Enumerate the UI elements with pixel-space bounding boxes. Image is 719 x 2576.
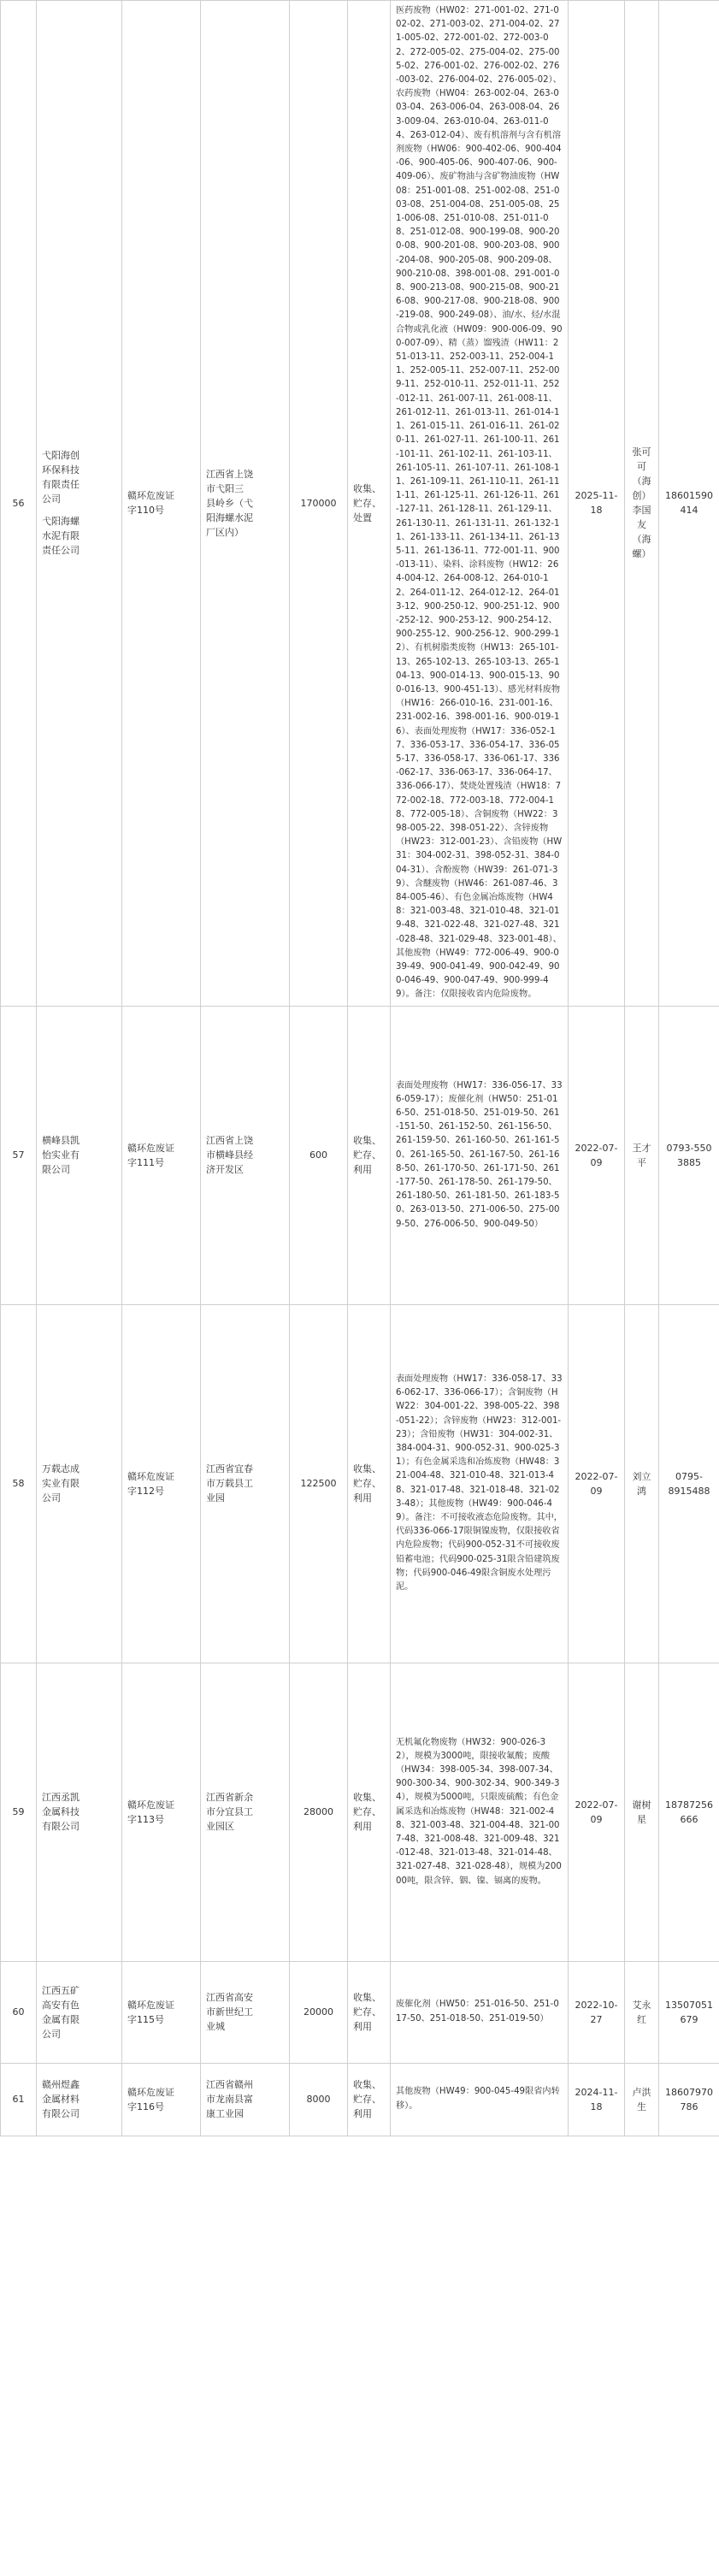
valid-date: 2022-07- 09 <box>569 1304 625 1663</box>
valid-date: 2022-10- 27 <box>569 1961 625 2063</box>
license-number: 赣环危废证 字115号 <box>122 1961 201 2063</box>
phone-number: 18787256666 <box>659 1663 719 1961</box>
phone-number: 0793-5503885 <box>659 1006 719 1304</box>
table-row <box>1 2063 719 2136</box>
waste-scope: 表面处理废物（HW17：336-058-17、336-062-17、336-066-17）；含铜废物（HW22：304-001-22、398-005-22、398-051-22）；含锌废物（HW23：312-001-23）；含铅废物（HW31：304-002-31、384-004-31、900-052-31、900-025-31）；有色金属采选和冶炼废物（HW48：321-004-48、321-010-48、321-013-48、321-017-48、321-018-48、321-023-48）；其他废物（HW49：900-046-49）。备注：不可接收液态危险废物。其中，代码336-066-17限铜镍废物，仅限接收省内危险废物；代码900-052-31不可接收废铅蓄电池；代码900-025-31限含铅建筑废物；代码900-046-49限含铜废水处理污泥。 <box>391 1304 569 1663</box>
row-number: 60 <box>1 1961 37 2063</box>
valid-date: 2025-11- 18 <box>569 1 625 1007</box>
capacity: 20000 <box>290 1961 348 2063</box>
waste-scope: 医药废物（HW02：271-001-02、271-002-02、271-003-02、271-004-02、271-005-02、272-001-02、272-003-02、272-005-02、275-004-02、275-005-02、276-001-02、276-002-02、276-003-02、276-004-02、276-005-02）、农药废物（HW04：263-002-04、263-003-04、263-006-04、263-008-04、263-009-04、263-010-04、263-011-04、263-012-04）、废有机溶剂与含有机溶剂废物（HW06：900-402-06、900-404-06、900-405-06、900-407-06、900-409-06）、废矿物油与含矿物油废物（HW08：251-001-08、251-002-08、251-003-08、251-004-08、251-005-08、251-006-08、251-010-08、251-011-08、251-012-08、900-199-08、900-200-08、900-201-08、900-203-08、900-204-08、900-205-08、900-209-08、900-210-08、398-001-08、291-001-08、900-213-08、900-215-08、900-216-08、900-217-08、900-218-08、900-219-08、900-249-08）、油/水、烃/水混合物或乳化液（HW09：900-006-09、900-007-09）、精（蒸）馏残渣（HW11：251-013-11、252-003-11、252-004-11、252-005-11、252-007-11、252-009-11、252-010-11、252-011-11、252-012-11、261-007-11、261-008-11、261-012-11、261-013-11、261-014-11、261-015-11、261-016-11、261-020-11、261-027-11、261-100-11、261-101-11、261-102-11、261-103-11、261-105-11、261-107-11、261-108-11、261-109-11、261-110-11、261-111-11、261-125-11、261-126-11、261-127-11、261-128-11、261-129-11、261-130-11、261-131-11、261-132-11、261-133-11、261-134-11、261-135-11、261-136-11、772-001-11、900-013-11）、染料、涂料废物（HW12：264-004-12、264-008-12、264-010-12、264-011-12、264-012-12、264-013-12、900-250-12、900-251-12、900-252-12、900-253-12、900-254-12、900-255-12、900-256-12、900-299-12）、有机树脂类废物（HW13：265-101-13、265-102-13、265-103-13、265-104-13、900-014-13、900-015-13、900-016-13、900-451-13）、感光材料废物（HW16：266-010-16、231-001-16、231-002-16、398-001-16、900-019-16）、表面处理废物（HW17：336-052-17、336-053-17、336-054-17、336-055-17、336-058-17、336-061-17、336-062-17、336-063-17、336-064-17、336-066-17）、焚烧处置残渣（HW18：772-002-18、772-003-18、772-004-18、772-005-18）、含铜废物（HW22：398-005-22、398-051-22）、含锌废物（HW23：312-001-23）、含铅废物（HW31：304-002-31、398-052-31、384-004-31）、含酚废物（HW39：261-071-39）、含醚废物（HW46：261-087-46、384-005-46）、有色金属冶炼废物（HW48：321-003-48、321-010-48、321-019-48、321-022-48、321-027-48、321-028-48、321-029-48、323-001-48）、其他废物（HW49：772-006-49、900-039-49、900-041-49、900-042-49、900-046-49、900-047-49、900-999-49）。备注：仅限接收省内危险废物。 <box>391 1 569 1007</box>
contact-person: 谢树星 <box>625 1663 659 1961</box>
company-name: 江西五矿 高安有色 金属有限 公司 <box>37 1961 122 2063</box>
facility-address: 江西省宜春 市万载县工 业园 <box>201 1304 290 1663</box>
business-method: 收集、 贮存、 利用 <box>348 1663 391 1961</box>
valid-date: 2024-11- 18 <box>569 2063 625 2136</box>
facility-address: 江西省高安 市新世纪工 业城 <box>201 1961 290 2063</box>
table-row <box>1 1663 719 1961</box>
table-row <box>1 1304 719 1663</box>
company-name: 横峰县凯 怡实业有 限公司 <box>37 1006 122 1304</box>
business-method: 收集、 贮存、 处置 <box>348 1 391 1007</box>
table-body <box>1 1 719 2136</box>
facility-address: 江西省上饶 市弋阳三 县岭乡（弋 阳海螺水泥 厂区内） <box>201 1 290 1007</box>
business-method: 收集、 贮存、 利用 <box>348 1006 391 1304</box>
waste-scope: 无机氟化物废物（HW32：900-026-32），规模为3000吨，限接收氟酸；废酸（HW34：398-005-34、398-007-34、900-300-34、900-302-34、900-349-34），规模为5000吨，只限废硫酸；有色金属采选和冶炼废物（HW48：321-002-48、321-003-48、321-004-48、321-007-48、321-008-48、321-009-48、321-012-48、321-013-48、321-014-48、321-027-48、321-028-48），规模为20000吨，限含锌、铟、镍、镉离的废物。 <box>391 1663 569 1961</box>
facility-address: 江西省上饶 市横峰县经 济开发区 <box>201 1006 290 1304</box>
row-number: 56 <box>1 1 37 1007</box>
capacity: 600 <box>290 1006 348 1304</box>
row-number: 57 <box>1 1006 37 1304</box>
capacity: 28000 <box>290 1663 348 1961</box>
valid-date: 2022-07- 09 <box>569 1006 625 1304</box>
contact-person: 刘立鸿 <box>625 1304 659 1663</box>
contact-person: 张可可 （海 创） 李国友 （海 螺） <box>625 1 659 1007</box>
capacity: 122500 <box>290 1304 348 1663</box>
phone-number: 18607970786 <box>659 2063 719 2136</box>
row-number: 61 <box>1 2063 37 2136</box>
contact-person: 卢洪生 <box>625 2063 659 2136</box>
capacity: 170000 <box>290 1 348 1007</box>
capacity: 8000 <box>290 2063 348 2136</box>
facility-address: 江西省赣州 市龙南县富 康工业园 <box>201 2063 290 2136</box>
company-name: 弋阳海创 环保科技 有限责任 公司 弋阳海螺 水泥有限 责任公司 <box>37 1 122 1007</box>
business-method: 收集、 贮存、 利用 <box>348 1961 391 2063</box>
table-row <box>1 1006 719 1304</box>
company-name: 万载志成 实业有限 公司 <box>37 1304 122 1663</box>
phone-number: 0795- 8915488 <box>659 1304 719 1663</box>
waste-scope: 其他废物（HW49：900-045-49限省内转移）。 <box>391 2063 569 2136</box>
waste-scope: 废催化剂（HW50：251-016-50、251-017-50、251-018-50、251-019-50） <box>391 1961 569 2063</box>
row-number: 59 <box>1 1663 37 1961</box>
contact-person: 艾永红 <box>625 1961 659 2063</box>
phone-number: 13507051679 <box>659 1961 719 2063</box>
table-row <box>1 1961 719 2063</box>
company-name: 赣州煜鑫 金属材料 有限公司 <box>37 2063 122 2136</box>
valid-date: 2022-07- 09 <box>569 1663 625 1961</box>
license-number: 赣环危废证 字112号 <box>122 1304 201 1663</box>
company-name: 江西丞凯 金属科技 有限公司 <box>37 1663 122 1961</box>
row-number: 58 <box>1 1304 37 1663</box>
table-row <box>1 1 719 1007</box>
license-number: 赣环危废证 字116号 <box>122 2063 201 2136</box>
waste-scope: 表面处理废物（HW17：336-056-17、336-059-17）；废催化剂（HW50：251-016-50、251-018-50、251-019-50、261-151-50、261-152-50、261-156-50、261-159-50、261-160-50、261-161-50、261-165-50、261-167-50、261-168-50、261-170-50、261-171-50、261-177-50、261-178-50、261-179-50、261-180-50、261-181-50、261-183-50、263-013-50、271-006-50、275-009-50、276-006-50、900-049-50） <box>391 1006 569 1304</box>
license-number: 赣环危废证 字110号 <box>122 1 201 1007</box>
business-method: 收集、 贮存、 利用 <box>348 1304 391 1663</box>
facility-address: 江西省新余 市分宜县工 业园区 <box>201 1663 290 1961</box>
phone-number: 18601590414 <box>659 1 719 1007</box>
license-number: 赣环危废证 字111号 <box>122 1006 201 1304</box>
license-number: 赣环危废证 字113号 <box>122 1663 201 1961</box>
business-method: 收集、 贮存、 利用 <box>348 2063 391 2136</box>
contact-person: 王才平 <box>625 1006 659 1304</box>
